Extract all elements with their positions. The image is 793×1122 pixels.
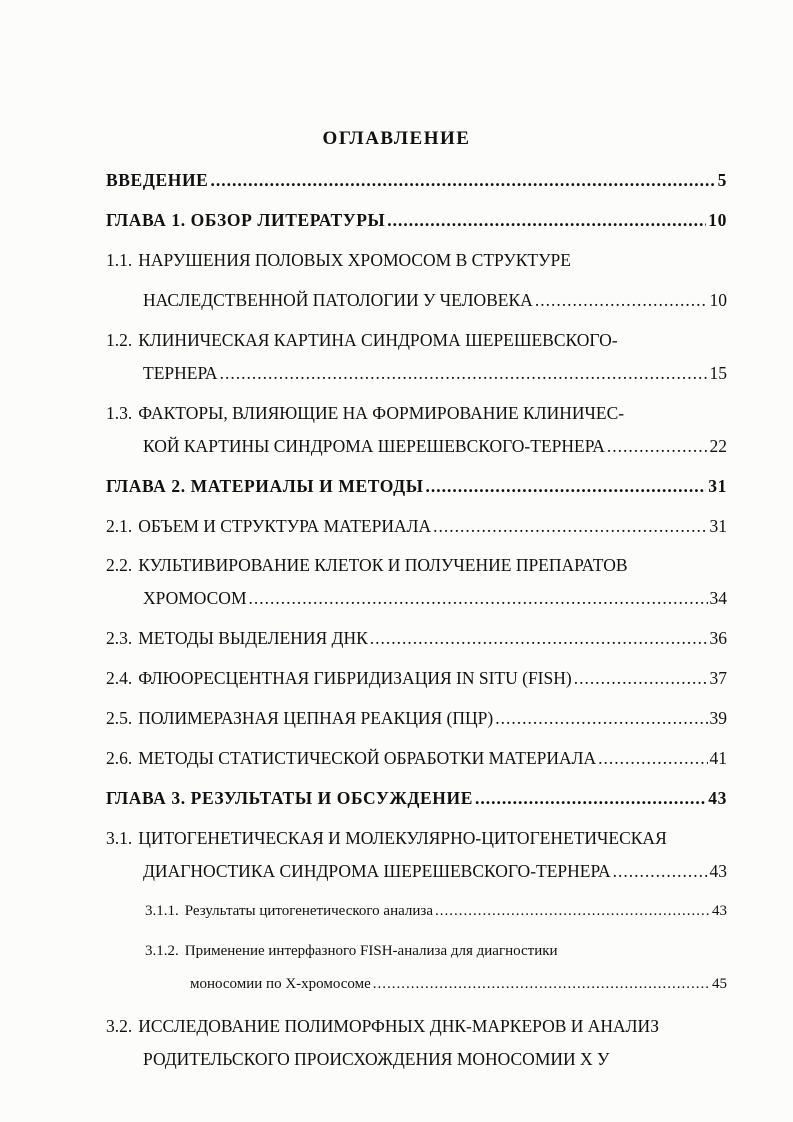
- toc-leader-dots: [574, 668, 708, 689]
- toc-page-number: 36: [709, 628, 727, 648]
- toc-entry-number: 1.2.: [106, 330, 133, 350]
- toc-page-number: 43: [712, 903, 727, 919]
- toc-entry-label: МЕТОДЫ СТАТИСТИЧЕСКОЙ ОБРАБОТКИ МАТЕРИАЛА: [138, 748, 597, 768]
- toc-entry-label: НАРУШЕНИЯ ПОЛОВЫХ ХРОМОСОМ В СТРУКТУРЕ: [138, 250, 571, 270]
- toc-entry-label: ОБЪЕМ И СТРУКТУРА МАТЕРИАЛА: [138, 516, 432, 536]
- toc-page-number: 10: [709, 290, 727, 310]
- toc-page-number: 37: [709, 668, 727, 688]
- toc-entry-1-3-line1[interactable]: [106, 403, 624, 424]
- toc-entry-label: МЕТОДЫ ВЫДЕЛЕНИЯ ДНК: [138, 628, 368, 648]
- toc-leader-dots: [598, 748, 707, 769]
- toc-entry-label: ГЛАВА 2. МАТЕРИАЛЫ И МЕТОДЫ: [106, 476, 424, 496]
- toc-entry-label: КУЛЬТИВИРОВАНИЕ КЛЕТОК И ПОЛУЧЕНИЕ ПРЕПАРАТОВ: [138, 555, 628, 575]
- toc-entry-number: 3.1.1.: [145, 903, 179, 919]
- toc-entry-3-2-line1[interactable]: [106, 1016, 659, 1037]
- toc-leader-dots: [220, 363, 708, 384]
- toc-entry-label: Применение интерфазного FISH-анализа для диагностики: [184, 943, 558, 959]
- toc-page-number: 31: [708, 476, 727, 496]
- toc-entry-3-1-line1[interactable]: [106, 828, 667, 849]
- toc-entry-2-3[interactable]: [106, 628, 727, 649]
- toc-entry-label: ФАКТОРЫ, ВЛИЯЮЩИЕ НА ФОРМИРОВАНИЕ КЛИНИЧЕС-: [138, 403, 625, 423]
- toc-page-number: 5: [717, 170, 727, 190]
- toc-entry-label: ИССЛЕДОВАНИЕ ПОЛИМОРФНЫХ ДНК-МАРКЕРОВ И АНАЛИЗ: [138, 1016, 659, 1036]
- toc-page-number: 41: [709, 748, 727, 768]
- toc-entry-1-1-line1[interactable]: [106, 250, 571, 271]
- toc-leader-dots: [426, 476, 707, 497]
- toc-leader-dots: [387, 210, 706, 231]
- toc-entry-number: 3.1.: [106, 828, 133, 848]
- toc-entry-2-4[interactable]: [106, 668, 727, 689]
- toc-entry-2-6[interactable]: [106, 748, 727, 769]
- toc-entry-chapter-1[interactable]: [106, 210, 727, 231]
- toc-entry-label: ВВЕДЕНИЕ: [106, 170, 209, 190]
- toc-leader-dots: [433, 516, 707, 537]
- toc-entry-1-1-line2[interactable]: [143, 290, 727, 311]
- toc-entry-chapter-3[interactable]: [106, 788, 727, 809]
- toc-entry-label: ХРОМОСОМ: [143, 588, 247, 608]
- toc-entry-2-2-line1[interactable]: [106, 555, 628, 576]
- toc-entry-number: 3.2.: [106, 1016, 133, 1036]
- toc-entry-label: ТЕРНЕРА: [143, 363, 218, 383]
- toc-entry-number: 2.5.: [106, 708, 133, 728]
- toc-entry-label: ФЛЮОРЕСЦЕНТНАЯ ГИБРИДИЗАЦИЯ IN SITU (FISH): [138, 668, 572, 688]
- toc-leader-dots: [370, 628, 708, 649]
- toc-page-number: 39: [709, 708, 727, 728]
- toc-entry-2-1[interactable]: [106, 516, 727, 537]
- toc-entry-label: КОЙ КАРТИНЫ СИНДРОМА ШЕРЕШЕВСКОГО-ТЕРНЕРА: [143, 436, 605, 456]
- toc-leader-dots: [613, 861, 708, 882]
- toc-entry-label: КЛИНИЧЕСКАЯ КАРТИНА СИНДРОМА ШЕРЕШЕВСКОГО-: [138, 330, 618, 350]
- toc-entry-label: ЦИТОГЕНЕТИЧЕСКАЯ И МОЛЕКУЛЯРНО-ЦИТОГЕНЕТИЧЕСКАЯ: [138, 828, 667, 848]
- toc-leader-dots: [373, 976, 710, 993]
- toc-page-number: 22: [709, 436, 727, 456]
- toc-entry-number: 2.3.: [106, 628, 133, 648]
- toc-page-number: 43: [708, 788, 727, 808]
- toc-page-number: 10: [708, 210, 727, 230]
- toc-entry-chapter-2[interactable]: [106, 476, 727, 497]
- toc-page-number: 43: [709, 861, 727, 881]
- toc-leader-dots: [607, 436, 708, 457]
- toc-entry-label: НАСЛЕДСТВЕННОЙ ПАТОЛОГИИ У ЧЕЛОВЕКА: [143, 290, 533, 310]
- toc-entry-1-2-line2[interactable]: [143, 363, 727, 384]
- toc-entry-number: 1.3.: [106, 403, 133, 423]
- toc-entry-label: ДИАГНОСТИКА СИНДРОМА ШЕРЕШЕВСКОГО-ТЕРНЕРА: [143, 861, 611, 881]
- toc-entry-label: ГЛАВА 1. ОБЗОР ЛИТЕРАТУРЫ: [106, 210, 386, 230]
- toc-page-number: 15: [709, 363, 727, 383]
- toc-leader-dots: [435, 903, 710, 920]
- toc-leader-dots: [535, 290, 708, 311]
- toc-entry-number: 2.6.: [106, 748, 133, 768]
- toc-title: ОГЛАВЛЕНИЕ: [322, 128, 471, 149]
- toc-leader-dots: [210, 170, 715, 191]
- toc-entry-3-1-2-line2[interactable]: [190, 976, 727, 993]
- toc-leader-dots: [475, 788, 706, 809]
- toc-entry-2-5[interactable]: [106, 708, 727, 729]
- toc-entry-3-1-2-line1[interactable]: [145, 943, 558, 960]
- toc-entry-1-2-line1[interactable]: [106, 330, 618, 351]
- toc-entry-label: ГЛАВА 3. РЕЗУЛЬТАТЫ И ОБСУЖДЕНИЕ: [106, 788, 474, 808]
- toc-leader-dots: [495, 708, 707, 729]
- toc-entry-2-2-line2[interactable]: [143, 588, 727, 609]
- toc-page-number: 31: [709, 516, 727, 536]
- toc-page-number: 34: [709, 588, 727, 608]
- toc-entry-label: моносомии по Х-хромосоме: [190, 976, 371, 992]
- toc-entry-introduction[interactable]: [106, 170, 727, 191]
- toc-page-number: 45: [712, 976, 727, 992]
- toc-entry-label: РОДИТЕЛЬСКОГО ПРОИСХОЖДЕНИЯ МОНОСОМИИ Х У: [143, 1049, 610, 1069]
- toc-entry-3-1-1[interactable]: [145, 903, 727, 920]
- toc-entry-3-1-line2[interactable]: [143, 861, 727, 882]
- toc-entry-number: 2.1.: [106, 516, 133, 536]
- toc-entry-number: 1.1.: [106, 250, 133, 270]
- toc-entry-label: ПОЛИМЕРАЗНАЯ ЦЕПНАЯ РЕАКЦИЯ (ПЦР): [138, 708, 494, 728]
- toc-entry-3-2-line2[interactable]: [143, 1049, 609, 1070]
- toc-entry-label: Результаты цитогенетического анализа: [184, 903, 433, 919]
- toc-leader-dots: [249, 588, 708, 609]
- toc-entry-number: 2.2.: [106, 555, 133, 575]
- toc-entry-number: 3.1.2.: [145, 943, 179, 959]
- toc-entry-number: 2.4.: [106, 668, 133, 688]
- toc-entry-1-3-line2[interactable]: [143, 436, 727, 457]
